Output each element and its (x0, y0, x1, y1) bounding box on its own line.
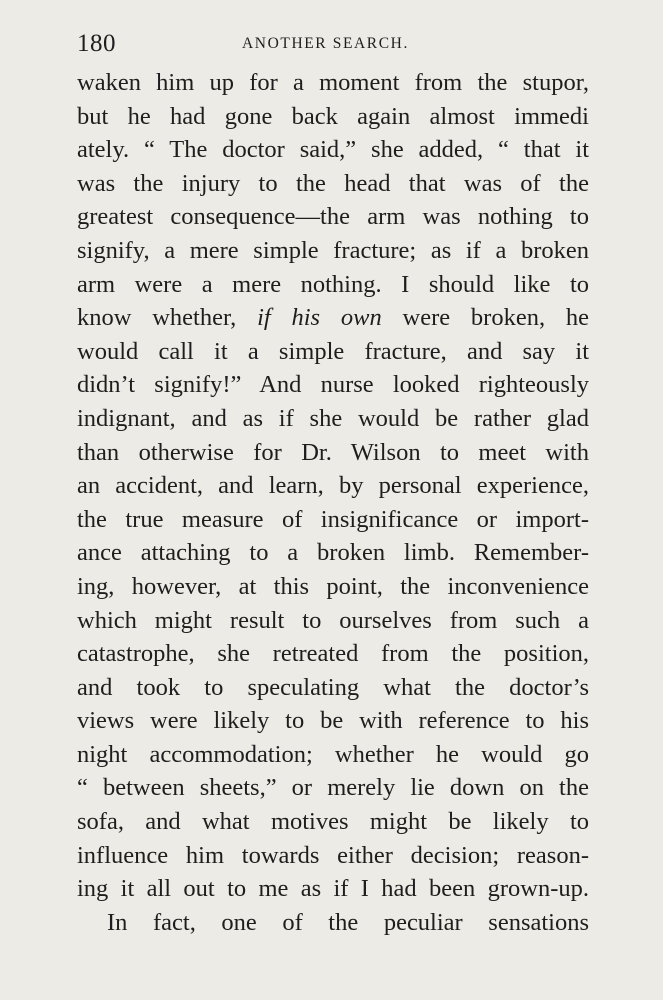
text-line: but he had gone back again almost immedi (77, 102, 589, 130)
text-line: ance attaching to a broken limb. Remember- (77, 539, 589, 567)
text-segment: were broken, he (381, 304, 590, 332)
text-line: was the injury to the head that was of the (77, 169, 589, 197)
running-head: ANOTHER SEARCH. (242, 35, 409, 52)
text-line-with-italic (77, 301, 589, 335)
text-line: night accommodation; whether he would go (77, 740, 589, 768)
text-line: arm were a mere nothing. I should like to (77, 270, 589, 298)
text-line: catastrophe, she retreated from the position, (77, 640, 589, 668)
page-header (77, 22, 587, 62)
page-number: 180 (77, 30, 116, 57)
italic-phrase: if his own (257, 304, 382, 332)
text-line: influence him towards either decision; reason- (77, 841, 589, 869)
text-line: waken him up for a moment from the stupor, (77, 69, 589, 96)
text-line: indignant, and as if she would be rather glad (77, 404, 589, 432)
text-line: the true measure of insignificance or import- (77, 505, 589, 533)
text-line: would call it a simple fracture, and say it (77, 337, 589, 365)
text-line: which might result to ourselves from such a (77, 606, 589, 634)
text-line: an accident, and learn, by personal experience, (77, 472, 589, 500)
text-segment: know whether, (77, 304, 258, 332)
text-line: views were likely to be with reference to his (77, 707, 589, 735)
text-line: and took to speculating what the doctor’s (77, 673, 589, 701)
text-line: greatest consequence—the arm was nothing to (77, 203, 589, 231)
body-text (77, 66, 589, 939)
text-line: ately. “ The doctor said,” she added, “ that it (77, 136, 589, 164)
text-line: ing it all out to me as if I had been grown-up. (77, 875, 589, 903)
text-line: didn’t signify!” And nurse looked righteously (77, 371, 589, 399)
text-line: ing, however, at this point, the inconvenience (77, 572, 589, 600)
text-line: “ between sheets,” or merely lie down on the (77, 774, 589, 802)
text-line: sofa, and what motives might be likely to (77, 808, 589, 836)
text-line: than otherwise for Dr. Wilson to meet with (77, 438, 589, 466)
text-line: In fact, one of the peculiar sensations (107, 908, 589, 936)
text-line: signify, a mere simple fracture; as if a broken (77, 236, 589, 264)
